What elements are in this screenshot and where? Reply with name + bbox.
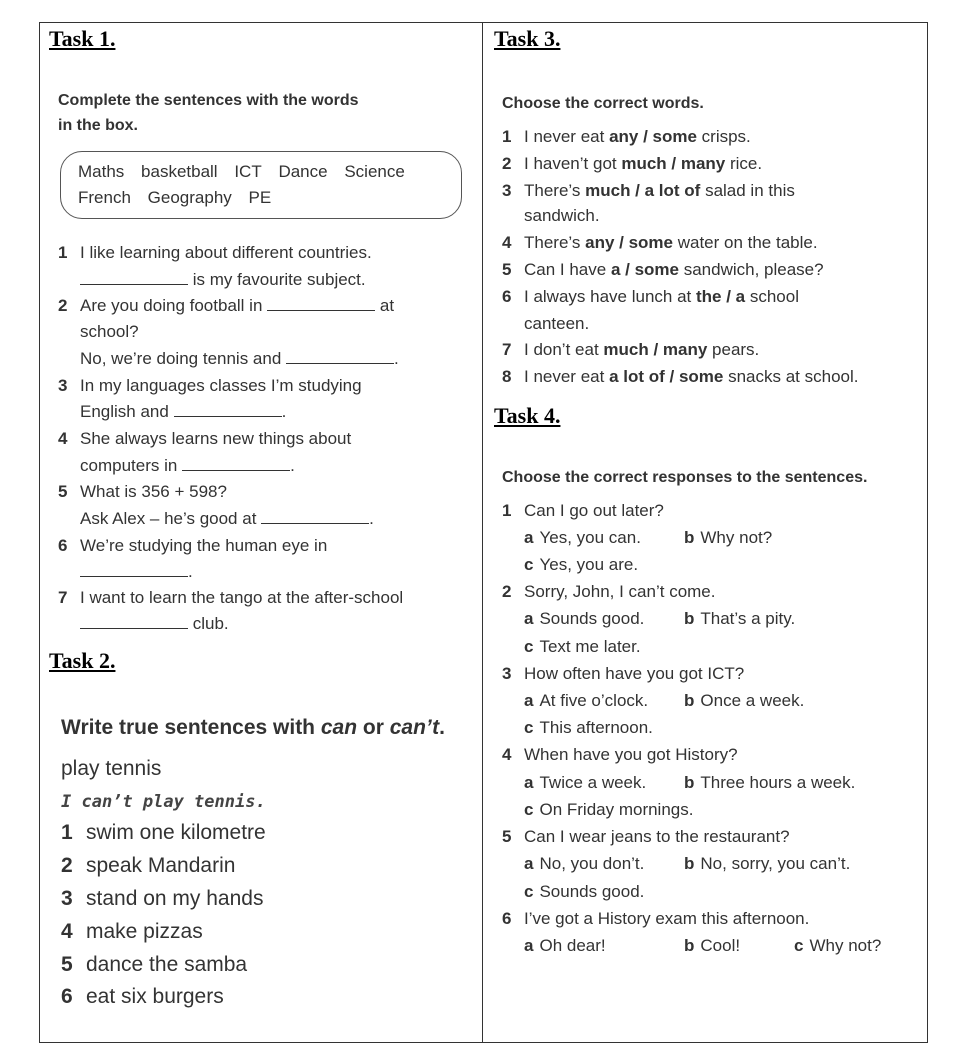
task1-line: club. bbox=[80, 614, 229, 634]
task1-line: computers in . bbox=[80, 456, 295, 475]
task1-line: 4 She always learns new things about bbox=[58, 429, 352, 448]
word-box-row1 bbox=[78, 162, 417, 182]
word-box-item: Dance bbox=[278, 162, 328, 181]
task4-option: a At five o’clock. bbox=[524, 691, 649, 710]
task1-line: is my favourite subject. bbox=[80, 270, 366, 290]
task1-line: No, we’re doing tennis and . bbox=[80, 349, 399, 368]
word-box-item: Geography bbox=[147, 188, 232, 207]
answer-blank[interactable] bbox=[174, 402, 282, 417]
task4-option: a Oh dear! bbox=[524, 936, 606, 955]
task3-line: 6 I always have lunch at the / a school bbox=[502, 287, 799, 306]
task4-option: a No, you don’t. bbox=[524, 854, 645, 873]
task4-option: b Once a week. bbox=[684, 691, 805, 710]
task1-line: 7 I want to learn the tango at the after-school bbox=[58, 588, 404, 607]
task1-line: Ask Alex – he’s good at . bbox=[80, 509, 374, 528]
task2-item: 2 speak Mandarin bbox=[61, 854, 236, 877]
answer-blank[interactable] bbox=[80, 270, 188, 285]
task3-instruction: Choose the correct words. bbox=[502, 95, 704, 112]
column-divider bbox=[482, 22, 483, 1043]
word-box-item: PE bbox=[248, 188, 272, 207]
task4-option: b Cool! bbox=[684, 936, 741, 955]
task4-option: a Twice a week. bbox=[524, 773, 647, 792]
answer-blank[interactable] bbox=[80, 562, 188, 577]
task4-question: 3 How often have you got ICT? bbox=[502, 664, 745, 683]
task3-line: 4 There’s any / some water on the table. bbox=[502, 233, 818, 252]
task4-question: 2 Sorry, John, I can’t come. bbox=[502, 582, 716, 601]
task2-title: Task 2. bbox=[49, 648, 116, 673]
task4-title: Task 4. bbox=[494, 403, 561, 428]
task4-option: b That’s a pity. bbox=[684, 609, 796, 628]
task4-option: c On Friday mornings. bbox=[524, 800, 694, 819]
task2-instruction: Write true sentences with can or can’t. bbox=[61, 716, 445, 739]
task2-item: 3 stand on my hands bbox=[61, 887, 264, 910]
task3-line: 8 I never eat a lot of / some snacks at school. bbox=[502, 367, 859, 386]
task4-option: c Why not? bbox=[794, 936, 882, 955]
task1-instruction-line2: in the box. bbox=[58, 117, 138, 134]
task4-option: b Three hours a week. bbox=[684, 773, 856, 792]
task1-line: 3 In my languages classes I’m studying bbox=[58, 376, 362, 395]
task4-option: c Text me later. bbox=[524, 637, 641, 656]
task4-question: 6 I’ve got a History exam this afternoon. bbox=[502, 909, 810, 928]
task1-instruction-line1: Complete the sentences with the words bbox=[58, 92, 359, 109]
task4-question: 4 When have you got History? bbox=[502, 745, 738, 764]
answer-blank[interactable] bbox=[80, 614, 188, 629]
task4-option: a Sounds good. bbox=[524, 609, 645, 628]
answer-blank[interactable] bbox=[261, 509, 369, 524]
task2-item: 4 make pizzas bbox=[61, 920, 203, 943]
task3-line: 7 I don’t eat much / many pears. bbox=[502, 340, 760, 359]
task4-option: b No, sorry, you can’t. bbox=[684, 854, 851, 873]
task2-example-answer: I can’t play tennis. bbox=[61, 792, 266, 812]
word-box-item: ICT bbox=[234, 162, 262, 181]
answer-blank[interactable] bbox=[286, 349, 394, 364]
task4-option: c Yes, you are. bbox=[524, 555, 639, 574]
task3-title: Task 3. bbox=[494, 26, 561, 51]
task1-line: school? bbox=[80, 322, 139, 341]
task1-line: English and . bbox=[80, 402, 287, 421]
task1-line: 6 We’re studying the human eye in bbox=[58, 536, 328, 555]
task3-line: 2 I haven’t got much / many rice. bbox=[502, 154, 763, 173]
task4-option: c This afternoon. bbox=[524, 718, 653, 737]
word-box-item: basketball bbox=[141, 162, 218, 181]
answer-blank[interactable] bbox=[267, 296, 375, 311]
task4-option: a Yes, you can. bbox=[524, 528, 641, 547]
task3-line: 5 Can I have a / some sandwich, please? bbox=[502, 260, 824, 279]
task2-example: play tennis bbox=[61, 757, 162, 780]
task1-line: 5 What is 356 + 598? bbox=[58, 482, 227, 501]
task2-item: 5 dance the samba bbox=[61, 953, 248, 976]
task1-line: 2 Are you doing football in at bbox=[58, 296, 395, 315]
task1-line: 1 I like learning about different countries. bbox=[58, 243, 372, 262]
word-box-row2 bbox=[78, 188, 283, 208]
task3-line: canteen. bbox=[524, 314, 590, 333]
task3-line: 3 There’s much / a lot of salad in this bbox=[502, 181, 795, 200]
task3-line: 1 I never eat any / some crisps. bbox=[502, 127, 751, 146]
task4-option: c Sounds good. bbox=[524, 882, 645, 901]
task1-title: Task 1. bbox=[49, 26, 116, 51]
task4-question: 1 Can I go out later? bbox=[502, 501, 664, 520]
task4-option: b Why not? bbox=[684, 528, 773, 547]
task3-line: sandwich. bbox=[524, 206, 600, 225]
word-box-item: Maths bbox=[78, 162, 125, 181]
task2-item: 6 eat six burgers bbox=[61, 985, 224, 1008]
word-box-item: Science bbox=[344, 162, 405, 181]
task4-question: 5 Can I wear jeans to the restaurant? bbox=[502, 827, 790, 846]
answer-blank[interactable] bbox=[182, 456, 290, 471]
task4-instruction: Choose the correct responses to the sentences. bbox=[502, 469, 868, 486]
word-box-item: French bbox=[78, 188, 131, 207]
task1-line: . bbox=[80, 562, 193, 582]
task2-item: 1 swim one kilometre bbox=[61, 821, 266, 844]
